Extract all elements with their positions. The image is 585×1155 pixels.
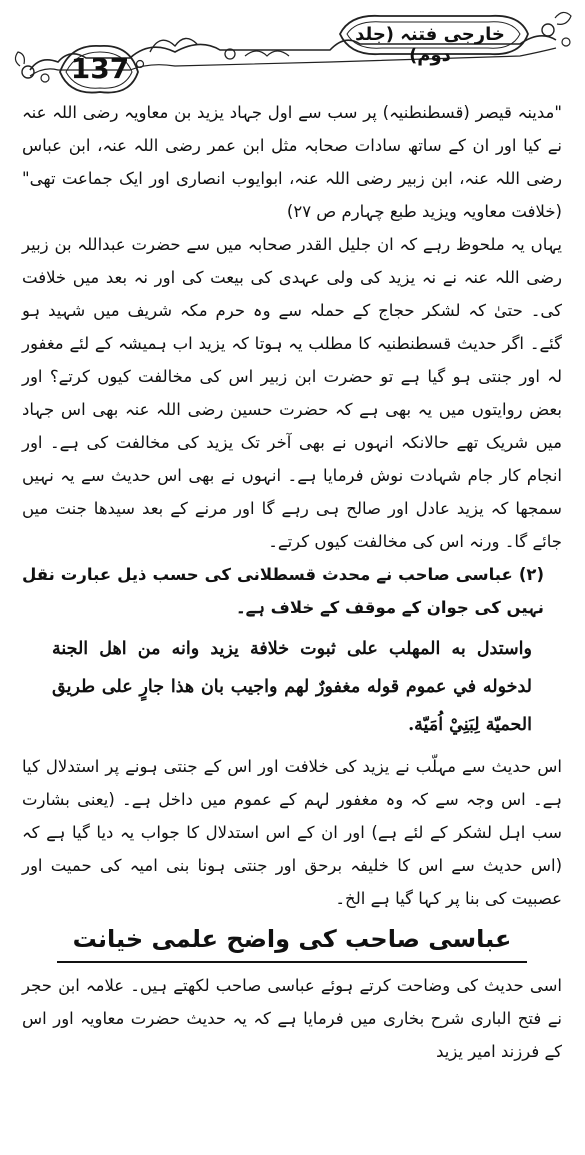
- closing-paragraph: اسی حدیث کی وضاحت کرتے ہوئے عباسی صاحب لکھتے ہیں۔ علامہ ابن حجر نے فتح الباری شرح بخاری میں فرمایا ہے کہ یہ حدیث حضرت معاویہ اور اس کے فرزند امیر یزید: [22, 976, 562, 1061]
- body-paragraph: یہاں یہ ملحوظ رہے کہ ان جلیل القدر صحابہ میں سے حضرت عبداللہ بن زبیر رضی اللہ عنہ نے نہ یزید کی ولی عہدی کی بیعت کی اور نہ بعد میں خلافت کی۔ حتیٰ کہ لشکر حجاج کے حملہ سے وہ حرم مکہ شریف میں شہید ہو گئے۔ اگر حدیث قسطنطنیہ کا مطلب یہ ہوتا کہ یزید اب ہمیشہ کے لئے مغفور لہ اور جنتی ہو گیا ہے تو حضرت ابن زبیر اس کی مخالفت کیوں کرتے؟ اور بعض روایتوں میں یہ بھی ہے کہ حضرت حسین رضی اللہ عنہ بھی اس جہاد میں شریک تھے حالانکہ انہوں نے بھی آخر تک یزید کی مخالفت کی ہے۔ اور انجام کار جام شہادت نوش فرمایا ہے۔ انہوں نے بھی اس حدیث سے یہ نہیں سمجھا کہ یزید عادل اور صالح ہی رہے گا اور مرنے کے بعد سیدھا جنت میں جائے گا۔ ورنہ اس کی مخالفت کیوں کرتے۔: [22, 235, 562, 551]
- translation-paragraph: اس حدیث سے مہلّب نے یزید کی خلافت اور اس کے جنتی ہونے پر استدلال کیا ہے۔ اس وجہ سے کہ وہ مغفور لہم کے عموم میں داخل ہے۔ (یعنی بشارت سب اہل لشکر کے لئے ہے) اور ان کے اس استدلال کا جواب یہ دیا گیا ہے کہ (اس حدیث سے اس کا خلیفہ برحق اور جنتی ہونا بنی امیہ کی حمیت اور عصبیت کی بنا پر کہا گیا ہے الخ۔: [22, 757, 562, 908]
- page-body: [22, 96, 562, 1068]
- arabic-quote: واستدل به المهلب على ثبوت خلافة يزيد وانه من اهل الجنة لدخوله في عموم قوله مغفورٌ لهم واجيب بان هذا جارٍ على طريق الحميّة لِبَنِيْ اُمَيّة.: [52, 639, 532, 735]
- section-heading-text: عباسی صاحب کی واضح علمی خیانت: [57, 919, 528, 963]
- section-heading: [22, 919, 562, 963]
- quoted-paragraph: "مدینہ قیصر (قسطنطنیہ) پر سب سے اول جہاد یزید بن معاویہ رضی اللہ عنہ نے کیا اور ان کے ساتھ سادات صحابہ مثل ابن عمر رضی اللہ عنہ، ابن عباس رضی اللہ عنہ، ابن زبیر رضی اللہ عنہ، ابوایوب انصاری اور ایک جماعت تھی" (خلافت معاویہ ویزید طبع چہارم ص ۲۷): [22, 103, 562, 221]
- page-header: [0, 0, 585, 95]
- page-number: 137: [70, 52, 130, 85]
- point-two-paragraph: (۲) عباسی صاحب نے محدث قسطلانی کی حسب ذیل عبارت نقل نہیں کی جوان کے موقف کے خلاف ہے۔: [22, 565, 544, 617]
- running-title: خارجی فتنہ (جلد دوم): [355, 24, 505, 66]
